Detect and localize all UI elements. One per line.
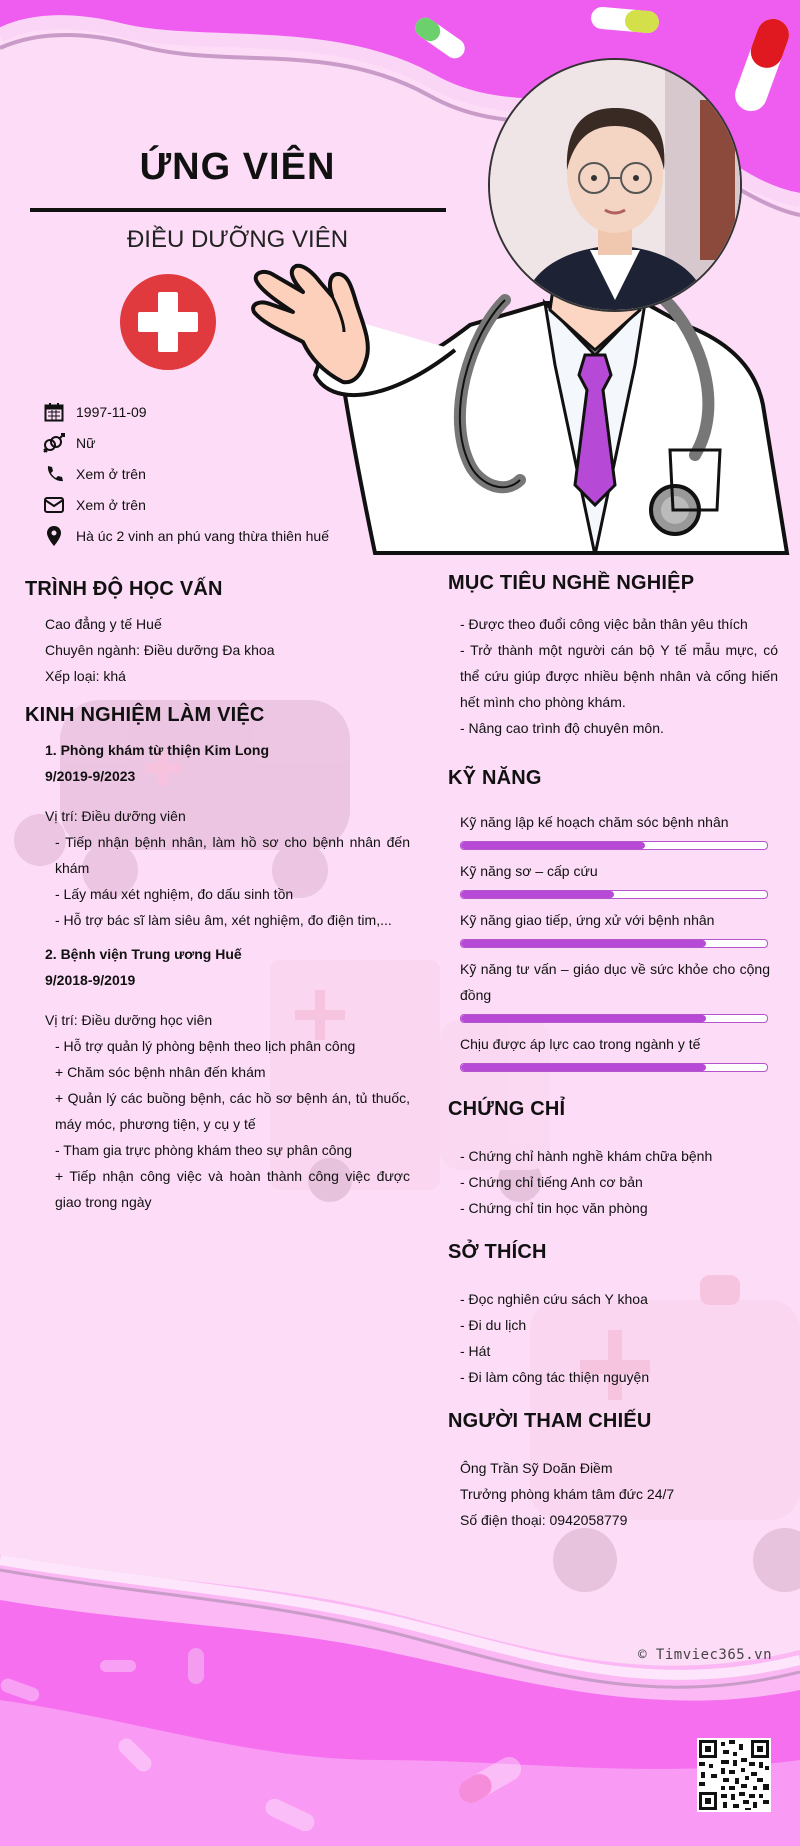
reference-line: Ông Trần Sỹ Doãn Điềm <box>460 1460 613 1476</box>
skill-bar <box>460 1014 768 1023</box>
skill-bar <box>460 1063 768 1072</box>
objective-section <box>448 572 778 741</box>
skill-item <box>460 907 770 933</box>
experience-heading: KINH NGHIỆM LÀM VIỆC <box>25 704 265 726</box>
objective-line: - Trở thành một người cán bộ Y tế mẫu mực, có thể cứu giúp được nhiều bệnh nhân và cống hiến hết mình cho phòng khám. <box>460 642 778 710</box>
skill-bar-fill <box>461 940 706 947</box>
waving-hand-illustration <box>248 262 398 392</box>
calendar-icon <box>42 401 66 423</box>
phone-icon <box>42 463 66 485</box>
certificate-line: - Chứng chỉ tiếng Anh cơ bản <box>460 1174 643 1190</box>
skill-bar <box>460 939 768 948</box>
address-text: Hà úc 2 vinh an phú vang thừa thiên huế <box>76 528 329 544</box>
certificates-section <box>448 1098 778 1221</box>
references-section <box>448 1410 778 1533</box>
gender-text: Nữ <box>76 435 96 451</box>
job-duty: - Tiếp nhận bệnh nhân, làm hồ sơ cho bệnh nhân đến khám <box>55 834 410 876</box>
phone-row <box>42 463 146 485</box>
hobbies-heading: SỞ THÍCH <box>448 1241 547 1263</box>
skill-label: Chịu được áp lực cao trong ngành y tế <box>460 1036 701 1052</box>
page-title: ỨNG VIÊN <box>139 146 336 188</box>
job-company: 1. Phòng khám từ thiện Kim Long <box>45 742 270 758</box>
reference-line: Trưởng phòng khám tâm đức 24/7 <box>460 1486 675 1502</box>
objective-line: - Nâng cao trình độ chuyên môn. <box>460 720 664 736</box>
phone-text: Xem ở trên <box>76 466 146 482</box>
objective-line: - Được theo đuổi công việc bản thân yêu thích <box>460 616 748 632</box>
certificate-line: - Chứng chỉ tin học văn phòng <box>460 1200 648 1216</box>
email-text: Xem ở trên <box>76 497 146 513</box>
hobby-line: - Đọc nghiên cứu sách Y khoa <box>460 1291 648 1307</box>
job-duty: - Lấy máu xét nghiệm, đo dấu sinh tồn <box>55 886 294 902</box>
skills-section <box>448 767 778 790</box>
job-duty: - Tham gia trực phòng khám theo sự phân công <box>55 1142 353 1158</box>
skill-item <box>460 956 770 1008</box>
job-duty: - Hỗ trợ quản lý phòng bệnh theo lịch phân công <box>55 1038 356 1054</box>
job-duty: - Hỗ trợ bác sĩ làm siêu âm, xét nghiệm, đo điện tim,... <box>55 912 392 928</box>
location-pin-icon <box>42 525 66 547</box>
job-duty: + Tiếp nhận công việc và hoàn thành công việc được giao trong ngày <box>55 1168 410 1210</box>
skill-label: Kỹ năng lập kế hoạch chăm sóc bệnh nhân <box>460 814 729 830</box>
objective-heading: MỤC TIÊU NGHỀ NGHIỆP <box>448 572 695 594</box>
job-duty: + Quản lý các buồng bệnh, các hồ sơ bệnh án, tủ thuốc, máy móc, phương tiện, y cụ y tế <box>55 1090 410 1132</box>
hobby-line: - Đi làm công tác thiện nguyện <box>460 1369 650 1385</box>
gender-icon <box>42 432 66 454</box>
education-heading: TRÌNH ĐỘ HỌC VẤN <box>25 578 223 600</box>
hobby-line: - Hát <box>460 1343 491 1359</box>
reference-line: Số điện thoại: 0942058779 <box>460 1512 628 1528</box>
hobby-line: - Đi du lịch <box>460 1317 527 1333</box>
job-company: 2. Bệnh viện Trung ương Huế <box>45 946 242 962</box>
education-line: Xếp loại: khá <box>45 668 126 684</box>
skill-item <box>460 858 770 884</box>
skills-heading: KỸ NĂNG <box>448 767 542 789</box>
skill-bar-fill <box>461 891 614 898</box>
address-row <box>42 525 329 547</box>
job-position: Vị trí: Điều dưỡng viên <box>45 808 186 824</box>
references-heading: NGƯỜI THAM CHIẾU <box>448 1410 652 1432</box>
certificates-heading: CHỨNG CHỈ <box>448 1098 566 1120</box>
qr-code-icon[interactable] <box>697 1738 771 1812</box>
skill-bar-fill <box>461 1064 706 1071</box>
experience-section <box>25 704 410 1215</box>
hobbies-section <box>448 1241 778 1390</box>
skill-bar-fill <box>461 842 645 849</box>
skill-label: Kỹ năng sơ – cấp cứu <box>460 863 598 879</box>
education-line: Chuyên ngành: Điều dưỡng Đa khoa <box>45 642 275 658</box>
job-duty: + Chăm sóc bệnh nhân đến khám <box>55 1064 266 1080</box>
education-section <box>25 578 425 689</box>
skill-bar <box>460 841 768 850</box>
birthday-text: 1997-11-09 <box>76 404 147 420</box>
title-divider <box>30 208 446 212</box>
skill-bar <box>460 890 768 899</box>
skill-bar-fill <box>461 1015 706 1022</box>
avatar <box>488 58 742 312</box>
skill-label: Kỹ năng giao tiếp, ứng xử với bệnh nhân <box>460 912 715 928</box>
skill-item <box>460 1031 770 1057</box>
email-row <box>42 494 146 516</box>
education-line: Cao đẳng y tế Huế <box>45 616 162 632</box>
job-title: ĐIỀU DƯỠNG VIÊN <box>126 226 349 253</box>
job-period: 9/2018-9/2019 <box>45 972 136 988</box>
job-position: Vị trí: Điều dưỡng học viên <box>45 1012 213 1028</box>
skill-item <box>460 809 770 835</box>
birthday-row <box>42 401 147 423</box>
medical-cross-icon <box>120 274 216 370</box>
copyright-text: © Timviec365.vn <box>638 1647 772 1663</box>
job-period: 9/2019-9/2023 <box>45 768 136 784</box>
envelope-icon <box>42 494 66 516</box>
certificate-line: - Chứng chỉ hành nghề khám chữa bệnh <box>460 1148 713 1164</box>
skill-label: Kỹ năng tư vấn – giáo dục về sức khỏe cho cộng đồng <box>460 961 770 1003</box>
gender-row <box>42 432 95 454</box>
